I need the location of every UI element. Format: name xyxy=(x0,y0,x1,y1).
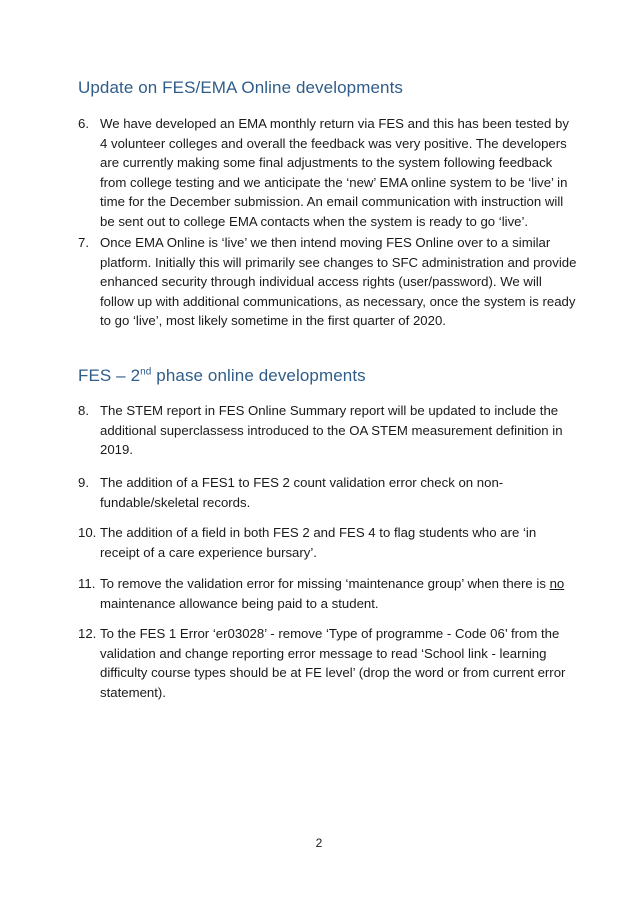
list-item-7 xyxy=(78,233,578,331)
item-text: To the FES 1 Error ‘er03028’ - remove ‘Type of programme - Code 06’ from the validation and change reporting error message to read ‘School link - learning difficulty course types should be at FE level’ (drop the word or from current error statement). xyxy=(100,626,566,700)
item-text xyxy=(100,574,578,613)
item-number: 7. xyxy=(78,235,89,250)
item-text: The addition of a field in both FES 2 and FES 4 to flag students who are ‘in receipt of a care experience bursary’. xyxy=(100,525,537,560)
list-item-9 xyxy=(78,473,578,512)
heading-pre: FES – 2 xyxy=(78,366,141,385)
item-text: Once EMA Online is ‘live’ we then intend moving FES Online over to a similar platform. Initially this will primarily see changes to SFC administration and provide enhanced security through individual access rights (user/password). We will follow up with additional communications, as necessary, once the system is ready to go ‘live’, most likely sometime in the first quarter of 2020. xyxy=(100,235,577,328)
section-heading-ema-online: Update on FES/EMA Online developments xyxy=(78,78,403,97)
list-item-6 xyxy=(78,114,578,231)
item-number: 6. xyxy=(78,116,89,131)
item-text: The addition of a FES1 to FES 2 count validation error check on non-fundable/skeletal records. xyxy=(100,475,504,510)
item-text: The STEM report in FES Online Summary report will be updated to include the additional superclassess introduced to the OA STEM measurement definition in 2019. xyxy=(100,403,563,457)
heading-sup: nd xyxy=(140,366,152,378)
item-text-post: maintenance allowance being paid to a student. xyxy=(100,595,379,611)
list-item-12 xyxy=(78,624,578,702)
page-number: 2 xyxy=(315,836,323,850)
list-item-11 xyxy=(78,574,578,613)
item-text: We have developed an EMA monthly return via FES and this has been tested by 4 volunteer colleges and overall the feedback was very positive. The developers are currently making some final adjustments to the system following feedback from college testing and we anticipate the ‘new’ EMA online system to be ‘live’ in time for the December submission. An email communication with instruction will be sent out to college EMA contacts when the system is ready to go ‘live’. xyxy=(100,116,569,229)
item-text-underlined: no xyxy=(549,576,565,591)
list-item-10 xyxy=(78,523,578,562)
item-number: 11. xyxy=(78,576,96,591)
item-number: 10. xyxy=(78,525,97,540)
list-item-8 xyxy=(78,401,578,460)
heading-post: phase online developments xyxy=(151,366,366,385)
section-heading-phase2 xyxy=(78,366,366,386)
item-number: 9. xyxy=(78,475,89,490)
item-number: 8. xyxy=(78,403,89,418)
item-number: 12. xyxy=(78,626,97,641)
item-text-pre: To remove the validation error for missing ‘maintenance group’ when there is xyxy=(100,576,550,591)
